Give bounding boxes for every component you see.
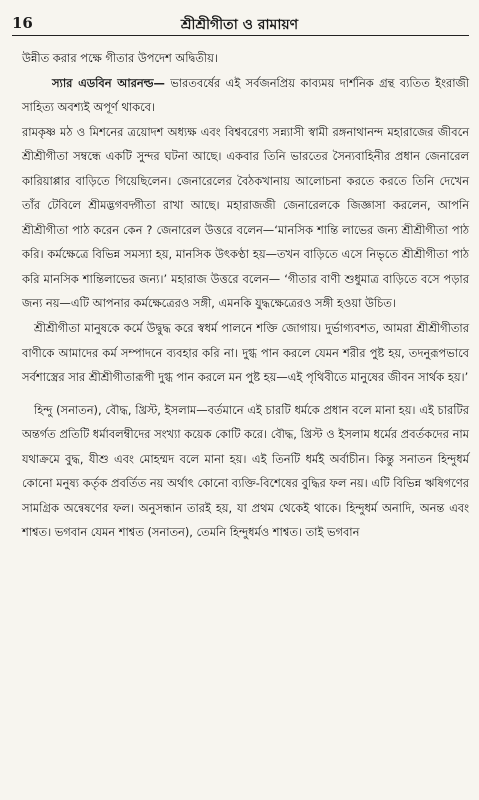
running-title: শ্রীশ্রীগীতা ও রামায়ণ bbox=[180, 17, 299, 33]
header-divider bbox=[12, 35, 469, 36]
page-body bbox=[22, 46, 469, 545]
page-number: 16 bbox=[12, 14, 33, 32]
paragraph-3: রামকৃষ্ণ মঠ ও মিশনের ত্রয়োদশ অধ্যক্ষ এবং বিশ্ববরেণ্য সন্ন্যাসী স্বামী রঙ্গনাথানন্দ মহারাজের জীবনে শ্রীশ্রীগীতা সম্বন্ধে একটি সুন্দর ঘটনা আছে। একবার তিনি ভারতের সৈন্যবাহিনীর প্রধান জেনারেল কারিয়াপ্পার বাড়িতে গিয়েছিলেন। জেনারেলের বৈঠকখানায় আলোচনা করতে করতে তিনি দেখেন তাঁর টেবিলে শ্রীমদ্ভগবদ্গীতা রাখা আছে। মহারাজজী জেনারেলকে জিজ্ঞাসা করলেন, আপনি শ্রীশ্রীগীতা পাঠ করেন কেন ? জেনারেল উত্তরে বলেন—‘মানসিক শান্তি লাভের জন্য শ্রীশ্রীগীতা পাঠ করি। কর্মক্ষেত্রে বিভিন্ন সমস্যা হয়, মানসিক উৎকণ্ঠা হয়—তখন বাড়িতে এসে নিভৃতে শ্রীশ্রীগীতা পাঠ করি মানসিক শান্তিলাভের জন্য।’ মহারাজ উত্তরে বলেন— ‘গীতার বাণী শুধুমাত্র বাড়িতে বসে পড়ার জন্য নয়—এটি আপনার কর্মক্ষেত্রেরও সঙ্গী, এমনকি যুদ্ধক্ষেত্রেরও সঙ্গী হওয়া উচিত। bbox=[22, 124, 469, 311]
page-header bbox=[12, 10, 467, 38]
paragraph-2 bbox=[22, 71, 469, 120]
paragraph-4: শ্রীশ্রীগীতা মানুষকে কর্মে উদ্বুদ্ধ করে স্বধর্ম পালনে শক্তি জোগায়। দুর্ভাগ্যবশত, আমরা শ্রীশ্রীগীতার বাণীকে আমাদের কর্ম সম্পাদনে ব্যবহার করি না। দুগ্ধ পান করলে যেমন শরীর পুষ্ট হয়, তদনুরূপভাবে সর্বশাস্ত্রের সার শ্রীশ্রীগীতারূপী দুগ্ধ পান করলে মন পুষ্ট হয়—এই পৃথিবীতে মানুষের জীবন সার্থক হয়।’ bbox=[22, 321, 469, 385]
paragraph-2-text: ভারতবর্ষের এই সর্বজনপ্রিয় কাব্যময় দার্শনিক গ্রন্থ ব্যতিত ইংরাজী সাহিত্য অবশ্যই অপূর্ণ থাকবে। bbox=[22, 75, 470, 115]
paragraph-5: হিন্দু (সনাতন), বৌদ্ধ, খ্রিস্ট, ইসলাম—বর্তমানে এই চারটি ধর্মকে প্রধান বলে মানা হয়। এই চারটির অন্তর্গত প্রতিটি ধর্মাবলম্বীদের সংখ্যা কয়েক কোটি করে। বৌদ্ধ, খ্রিস্ট ও ইসলাম ধর্মের প্রবর্তকদের নাম যথাক্রমে বুদ্ধ, যীশু এবং মোহম্মদ বলে মানা হয়। এই তিনটি ধর্মই অর্বাচীন। কিন্তু সনাতন হিন্দুধর্ম কোনো মনুষ্য কর্তৃক প্রবর্তিত নয় অর্থাৎ কোনো ব্যক্তি-বিশেষের বুদ্ধির ফল নয়। এটি বিভিন্ন ঋষিগণের সামগ্রিক অন্বেষণের ফল। অনুসন্ধান তারই হয়, যা প্রথম থেকেই থাকে। হিন্দুধর্ম অনাদি, অনন্ত এবং শাশ্বত। ভগবান যেমন শাশ্বত (সনাতন), তেমনি হিন্দুধর্মও শাশ্বত। তাই ভগবান bbox=[22, 402, 470, 540]
speaker-name: স্যার এডবিন আরনল্ড— bbox=[52, 75, 165, 90]
paragraph-1: উন্নীত করার পক্ষে গীতার উপদেশ অদ্বিতীয়। bbox=[22, 51, 218, 65]
